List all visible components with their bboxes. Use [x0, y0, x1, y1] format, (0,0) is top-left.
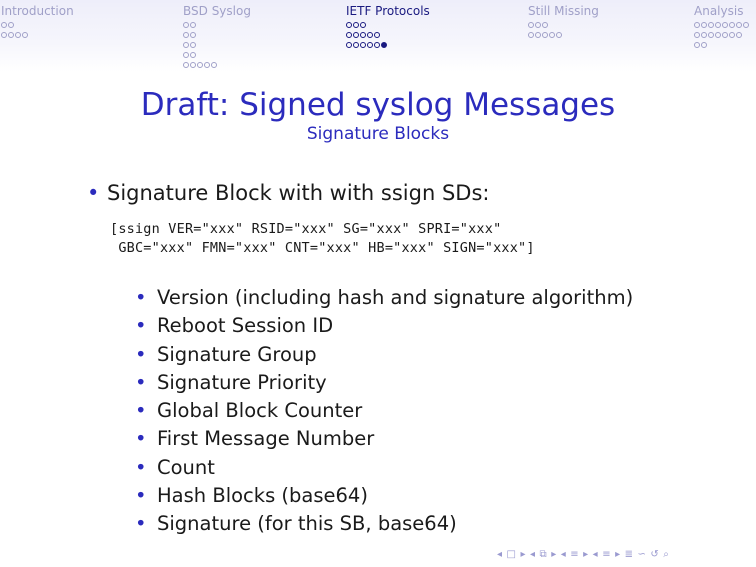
nav-frame-dot[interactable] — [694, 32, 700, 38]
nav-frame-dot[interactable] — [353, 42, 359, 48]
nav-frame-dot[interactable] — [729, 22, 735, 28]
beamer-navigation-controls — [497, 549, 673, 563]
undo-icon[interactable]: ↺ — [650, 549, 660, 560]
list-item-text: Count — [157, 455, 215, 479]
nav-section-introduction[interactable] — [1, 0, 74, 40]
nav-section-bsd-syslog[interactable] — [183, 0, 251, 70]
list-item-text: Signature Group — [157, 342, 317, 366]
nav-dot-row — [1, 20, 74, 30]
next-part-icon[interactable]: ▸ — [615, 549, 621, 560]
code-line: [ssign VER="xxx" RSID="xxx" SG="xxx" SPRI="xxx" — [110, 221, 502, 237]
nav-frame-dot[interactable] — [190, 42, 196, 48]
bullet-marker: • — [135, 286, 147, 309]
nav-dot-row — [1, 30, 74, 40]
nav-frame-dot[interactable] — [353, 22, 359, 28]
nav-dot-row — [346, 20, 430, 30]
list-item-text: Reboot Session ID — [157, 314, 334, 338]
first-icon[interactable]: ◂ — [497, 549, 503, 560]
prev-frame-icon[interactable]: ▸ — [520, 549, 527, 560]
nav-dot-row — [183, 50, 251, 60]
nav-frame-dot[interactable] — [190, 22, 196, 28]
nav-frame-dot[interactable] — [367, 42, 373, 48]
slide-title: Draft: Signed syslog Messages — [140, 87, 616, 123]
nav-frame-dot[interactable] — [708, 32, 714, 38]
nav-frame-dot[interactable] — [694, 22, 700, 28]
nav-frame-dot[interactable] — [736, 22, 742, 28]
prev-subsection-icon[interactable]: ⧉ — [539, 549, 548, 560]
back-icon[interactable]: ∽ — [637, 549, 647, 560]
code-line: GBC="xxx" FMN="xxx" CNT="xxx" HB="xxx" SIGN="xxx"] — [110, 240, 535, 256]
part-icon[interactable]: ≡ — [602, 549, 612, 560]
nav-frame-dot[interactable] — [701, 22, 707, 28]
next-frame-icon[interactable]: ◂ — [530, 549, 536, 560]
list-item-text: First Message Number — [157, 427, 375, 451]
nav-frame-dot[interactable] — [183, 42, 189, 48]
slide-subtitle: Signature Blocks — [306, 124, 450, 144]
nav-dot-row — [346, 30, 430, 40]
nav-frame-dot[interactable] — [1, 32, 7, 38]
nav-dot-row — [694, 40, 750, 50]
bullet-marker: • — [135, 512, 147, 536]
nav-frame-dot[interactable] — [715, 22, 721, 28]
nav-dots — [183, 20, 251, 70]
nav-dot-row — [346, 40, 430, 50]
nav-dot-row — [528, 30, 599, 40]
prev-icon[interactable]: □ — [506, 549, 517, 560]
nav-frame-dot[interactable] — [556, 32, 562, 38]
search-icon[interactable]: ⌕ — [663, 549, 670, 560]
nav-frame-dot[interactable] — [542, 22, 548, 28]
nav-frame-dot[interactable] — [360, 42, 366, 48]
bullet-marker: • — [135, 314, 147, 338]
nav-frame-dot[interactable] — [528, 32, 534, 38]
list-item-text: Signature (for this SB, base64) — [157, 512, 457, 536]
nav-frame-dot[interactable] — [549, 32, 555, 38]
nav-frame-dot[interactable] — [722, 32, 728, 38]
nav-frame-dot[interactable] — [183, 22, 189, 28]
prev-section-icon[interactable]: ◂ — [560, 549, 567, 560]
nav-dot-row — [183, 40, 251, 50]
nav-frame-dot[interactable] — [542, 32, 548, 38]
main-bullet-text: Signature Block with with ssign SDs: — [107, 181, 490, 205]
nav-dots — [528, 20, 599, 40]
nav-frame-dot[interactable] — [535, 22, 541, 28]
nav-frame-dot[interactable] — [374, 42, 380, 48]
bullet-marker: • — [87, 181, 100, 205]
nav-frame-dot[interactable] — [528, 22, 534, 28]
nav-section-title[interactable]: Analysis — [694, 4, 744, 18]
nav-dot-row — [694, 20, 750, 30]
nav-frame-dot[interactable] — [204, 62, 210, 68]
list-item-text: Hash Blocks (base64) — [157, 484, 368, 508]
nav-frame-dot[interactable] — [535, 32, 541, 38]
align-icon[interactable]: ≣ — [624, 549, 634, 560]
nav-frame-dot[interactable] — [374, 32, 380, 38]
nav-frame-dot[interactable] — [694, 42, 700, 48]
next-section-icon[interactable]: ▸ — [583, 549, 589, 560]
nav-dot-row — [528, 20, 599, 30]
nav-frame-dot[interactable] — [211, 62, 217, 68]
nav-frame-dot[interactable] — [729, 32, 735, 38]
section-icon[interactable]: ≡ — [570, 549, 580, 560]
list-item-text: Global Block Counter — [157, 399, 363, 423]
nav-frame-dot[interactable] — [1, 22, 7, 28]
nav-dot-row — [694, 30, 750, 40]
nav-section-analysis[interactable] — [694, 0, 750, 50]
nav-dot-row — [183, 20, 251, 30]
nav-frame-dot[interactable] — [701, 32, 707, 38]
nav-frame-dot[interactable] — [183, 62, 189, 68]
bullet-marker: • — [135, 455, 147, 479]
nav-frame-dot[interactable] — [701, 42, 707, 48]
list-item-text: Signature Priority — [157, 370, 327, 394]
nav-section-title[interactable]: BSD Syslog — [183, 4, 251, 18]
list-item-text: Version (including hash and signature algorithm) — [157, 286, 634, 309]
bullet-marker: • — [135, 370, 147, 394]
bullet-marker: • — [135, 399, 147, 423]
nav-frame-dot[interactable] — [15, 32, 21, 38]
prev-part-icon[interactable]: ◂ — [592, 549, 599, 560]
nav-frame-dot[interactable] — [346, 42, 352, 48]
nav-frame-dot[interactable] — [8, 32, 14, 38]
nav-section-still-missing[interactable] — [528, 0, 599, 40]
bullet-marker: • — [135, 427, 147, 451]
bullet-marker: • — [135, 342, 147, 366]
nav-frame-dot[interactable] — [183, 52, 189, 58]
nav-frame-dot[interactable] — [8, 22, 14, 28]
nav-section-title[interactable]: Still Missing — [528, 4, 599, 18]
code-block — [110, 220, 535, 258]
nav-frame-dot[interactable] — [367, 32, 373, 38]
nav-frame-dot[interactable] — [708, 22, 714, 28]
nav-frame-dot[interactable] — [183, 32, 189, 38]
nav-frame-dot[interactable] — [190, 52, 196, 58]
nav-section-title[interactable]: IETF Protocols — [346, 4, 430, 18]
bullet-marker: • — [135, 484, 147, 508]
nav-frame-dot[interactable] — [743, 22, 749, 28]
nav-dot-row — [183, 30, 251, 40]
nav-frame-dot[interactable] — [360, 22, 366, 28]
nav-dots — [1, 20, 74, 40]
nav-frame-dot[interactable] — [715, 32, 721, 38]
nav-dot-row — [183, 60, 251, 70]
nav-frame-dot[interactable] — [190, 62, 196, 68]
nav-frame-dot[interactable] — [346, 32, 352, 38]
nav-section-ietf-protocols[interactable] — [346, 0, 430, 50]
nav-section-title[interactable]: Introduction — [1, 4, 74, 18]
nav-frame-dot[interactable] — [360, 32, 366, 38]
nav-frame-dot[interactable] — [197, 62, 203, 68]
next-subsection-icon[interactable]: ▸ — [551, 549, 557, 560]
nav-frame-dot[interactable] — [346, 22, 352, 28]
nav-dots — [694, 20, 750, 50]
nav-frame-dot[interactable] — [736, 32, 742, 38]
nav-frame-dot[interactable] — [381, 42, 387, 48]
nav-frame-dot[interactable] — [22, 32, 28, 38]
nav-frame-dot[interactable] — [722, 22, 728, 28]
nav-dots — [346, 20, 430, 50]
section-navigation — [0, 0, 756, 72]
nav-frame-dot[interactable] — [353, 32, 359, 38]
nav-frame-dot[interactable] — [190, 32, 196, 38]
